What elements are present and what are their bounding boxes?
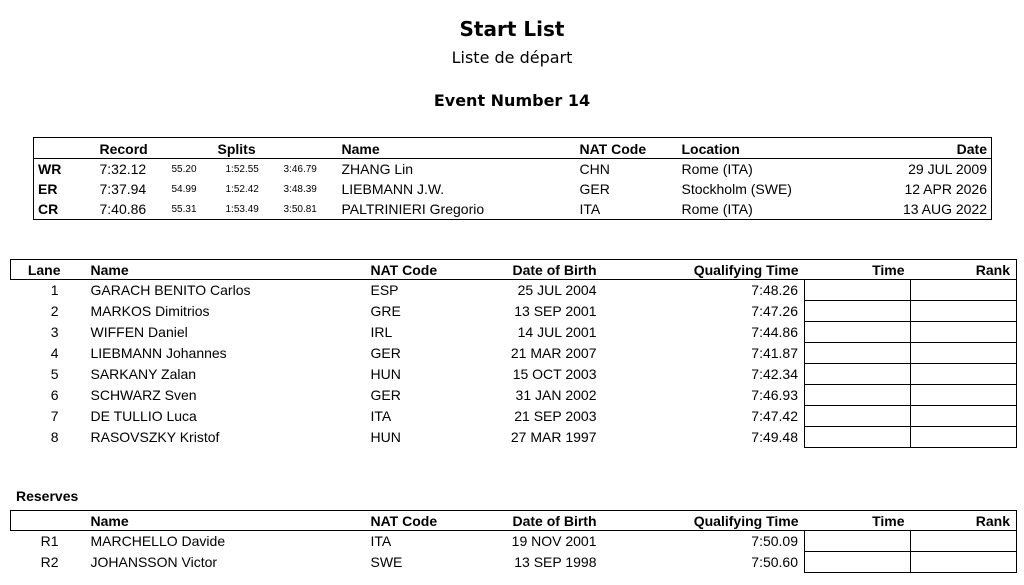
record-split-2: 1:52.42: [225, 183, 259, 195]
date-of-birth: 27 MAR 1997: [510, 429, 597, 445]
nat-code: HUN: [370, 429, 401, 445]
rank-entry-box[interactable]: [911, 552, 1017, 573]
reserves-table: [10, 510, 1017, 573]
athlete-name: SCHWARZ Sven: [90, 387, 197, 403]
record-time: 7:32.12: [99, 161, 147, 177]
lane-number: R1: [40, 533, 59, 550]
rank-entry-box[interactable]: [911, 280, 1017, 301]
record-row: [34, 199, 992, 220]
lane-number: 5: [50, 366, 59, 382]
lane-header: Lane: [11, 260, 69, 280]
start-list-row: [11, 385, 1017, 406]
reserves-lane-header: [11, 511, 69, 531]
record-date: 13 AUG 2022: [902, 201, 987, 217]
record-split-2: 1:53.49: [225, 203, 259, 215]
lane-number: 7: [50, 408, 59, 424]
record-time: 7:40.86: [99, 201, 147, 217]
start-list-row: [11, 301, 1017, 322]
lane-number: 1: [50, 282, 59, 299]
athlete-name: WIFFEN Daniel: [90, 324, 188, 340]
record-split-3: 3:46.79: [283, 163, 317, 175]
lane-number: 3: [50, 324, 59, 340]
date-of-birth: 19 NOV 2001: [511, 533, 597, 550]
reserves-label: Reserves: [16, 488, 79, 504]
qualifying-time: 7:50.60: [751, 554, 798, 570]
nat-code: IRL: [370, 324, 393, 340]
record-date: 29 JUL 2009: [908, 161, 987, 177]
date-of-birth: 25 JUL 2004: [517, 282, 597, 299]
record-split-1: 55.31: [171, 203, 197, 215]
start-list-row: [11, 406, 1017, 427]
dob-header: Date of Birth: [475, 260, 603, 280]
record-time: 7:37.94: [99, 181, 147, 197]
records-nat-header: NAT Code: [576, 138, 678, 159]
rank-entry-box[interactable]: [911, 301, 1017, 322]
time-entry-box[interactable]: [805, 552, 911, 573]
start-list-table: [10, 259, 1017, 448]
reserve-row: [11, 531, 1017, 552]
qualifying-time: 7:47.42: [751, 408, 798, 424]
qualifying-time: 7:49.48: [751, 429, 798, 445]
reserves-name-header: Name: [69, 511, 367, 531]
time-entry-box[interactable]: [805, 280, 911, 301]
records-code-header: [34, 138, 96, 159]
page-title: Start List: [459, 17, 565, 41]
record-row: [34, 179, 992, 199]
athlete-name: MARKOS Dimitrios: [90, 303, 210, 319]
time-entry-box[interactable]: [805, 406, 911, 427]
date-of-birth: 14 JUL 2001: [517, 324, 597, 340]
name-header: Name: [69, 260, 367, 280]
time-entry-box[interactable]: [805, 427, 911, 448]
record-split-1: 54.99: [171, 183, 197, 195]
page-subtitle: Liste de départ: [451, 48, 573, 67]
rank-entry-box[interactable]: [911, 385, 1017, 406]
lane-number: 2: [50, 303, 59, 319]
record-location: Rome (ITA): [681, 201, 753, 217]
nat-code: ESP: [370, 282, 399, 299]
date-of-birth: 21 SEP 2003: [514, 408, 597, 424]
date-of-birth: 31 JAN 2002: [515, 387, 597, 403]
lane-number: R2: [40, 554, 59, 570]
qualifying-time: 7:42.34: [751, 366, 798, 382]
reserve-row: [11, 552, 1017, 573]
lane-number: 4: [50, 345, 59, 361]
qualifying-time-header: Qualifying Time: [603, 260, 805, 280]
athlete-name: DE TULLIO Luca: [90, 408, 197, 424]
qualifying-time: 7:47.26: [751, 303, 798, 319]
event-number: Event Number 14: [433, 91, 591, 110]
record-location: Stockholm (SWE): [681, 181, 792, 197]
nat-code: ITA: [370, 408, 392, 424]
time-header: Time: [805, 260, 911, 280]
start-list-row: [11, 427, 1017, 448]
date-of-birth: 15 OCT 2003: [512, 366, 597, 382]
reserves-time-header: Time: [805, 511, 911, 531]
record-nat-code: GER: [579, 181, 610, 197]
record-holder-name: PALTRINIERI Gregorio: [341, 201, 485, 217]
start-list-row: [11, 322, 1017, 343]
records-date-header: Date: [838, 138, 992, 159]
time-entry-box[interactable]: [805, 385, 911, 406]
reserves-header-row: [11, 511, 1017, 531]
time-entry-box[interactable]: [805, 322, 911, 343]
reserves-qualifying-time-header: Qualifying Time: [603, 511, 805, 531]
nat-header: NAT Code: [367, 260, 475, 280]
records-record-header: Record: [96, 138, 166, 159]
record-code: CR: [38, 201, 59, 217]
rank-entry-box[interactable]: [911, 531, 1017, 552]
qualifying-time: 7:48.26: [751, 282, 798, 299]
records-location-header: Location: [678, 138, 838, 159]
nat-code: ITA: [370, 533, 392, 550]
record-holder-name: ZHANG Lin: [341, 161, 414, 177]
nat-code: HUN: [370, 366, 401, 382]
time-entry-box[interactable]: [805, 364, 911, 385]
records-header-row: [34, 138, 992, 159]
record-row: [34, 159, 992, 180]
records-name-header: Name: [338, 138, 576, 159]
time-entry-box[interactable]: [805, 531, 911, 552]
qualifying-time: 7:46.93: [751, 387, 798, 403]
record-split-1: 55.20: [171, 163, 197, 175]
rank-entry-box[interactable]: [911, 406, 1017, 427]
record-code: ER: [38, 181, 58, 197]
rank-entry-box[interactable]: [911, 322, 1017, 343]
rank-header: Rank: [911, 260, 1017, 280]
record-location: Rome (ITA): [681, 161, 753, 177]
record-code: WR: [38, 161, 62, 177]
date-of-birth: 21 MAR 2007: [510, 345, 597, 361]
record-nat-code: ITA: [579, 201, 601, 217]
record-date: 12 APR 2026: [904, 181, 987, 197]
date-of-birth: 13 SEP 1998: [514, 554, 597, 570]
record-split-3: 3:50.81: [283, 203, 317, 215]
nat-code: GRE: [370, 303, 401, 319]
lane-number: 8: [50, 429, 59, 445]
qualifying-time: 7:41.87: [751, 345, 798, 361]
reserves-dob-header: Date of Birth: [475, 511, 603, 531]
rank-entry-box[interactable]: [911, 364, 1017, 385]
athlete-name: SARKANY Zalan: [90, 366, 197, 382]
records-splits-header: Splits: [166, 138, 338, 159]
nat-code: SWE: [370, 554, 403, 570]
reserves-nat-header: NAT Code: [367, 511, 475, 531]
athlete-name: RASOVSZKY Kristof: [90, 429, 220, 445]
start-list-row: [11, 364, 1017, 385]
nat-code: GER: [370, 387, 401, 403]
record-holder-name: LIEBMANN J.W.: [341, 181, 445, 197]
lane-number: 6: [50, 387, 59, 403]
rank-entry-box[interactable]: [911, 343, 1017, 364]
start-list-header-row: [11, 260, 1017, 280]
record-split-2: 1:52.55: [225, 163, 259, 175]
reserves-rank-header: Rank: [911, 511, 1017, 531]
record-nat-code: CHN: [579, 161, 610, 177]
record-split-3: 3:48.39: [283, 183, 317, 195]
qualifying-time: 7:50.09: [751, 533, 798, 550]
time-entry-box[interactable]: [805, 343, 911, 364]
qualifying-time: 7:44.86: [751, 324, 798, 340]
records-table: [33, 137, 992, 220]
athlete-name: MARCHELLO Davide: [90, 533, 226, 550]
rank-entry-box[interactable]: [911, 427, 1017, 448]
athlete-name: JOHANSSON Victor: [90, 554, 218, 570]
start-list-row: [11, 280, 1017, 301]
date-of-birth: 13 SEP 2001: [514, 303, 597, 319]
time-entry-box[interactable]: [805, 301, 911, 322]
athlete-name: LIEBMANN Johannes: [90, 345, 227, 361]
nat-code: GER: [370, 345, 401, 361]
athlete-name: GARACH BENITO Carlos: [90, 282, 251, 299]
start-list-row: [11, 343, 1017, 364]
